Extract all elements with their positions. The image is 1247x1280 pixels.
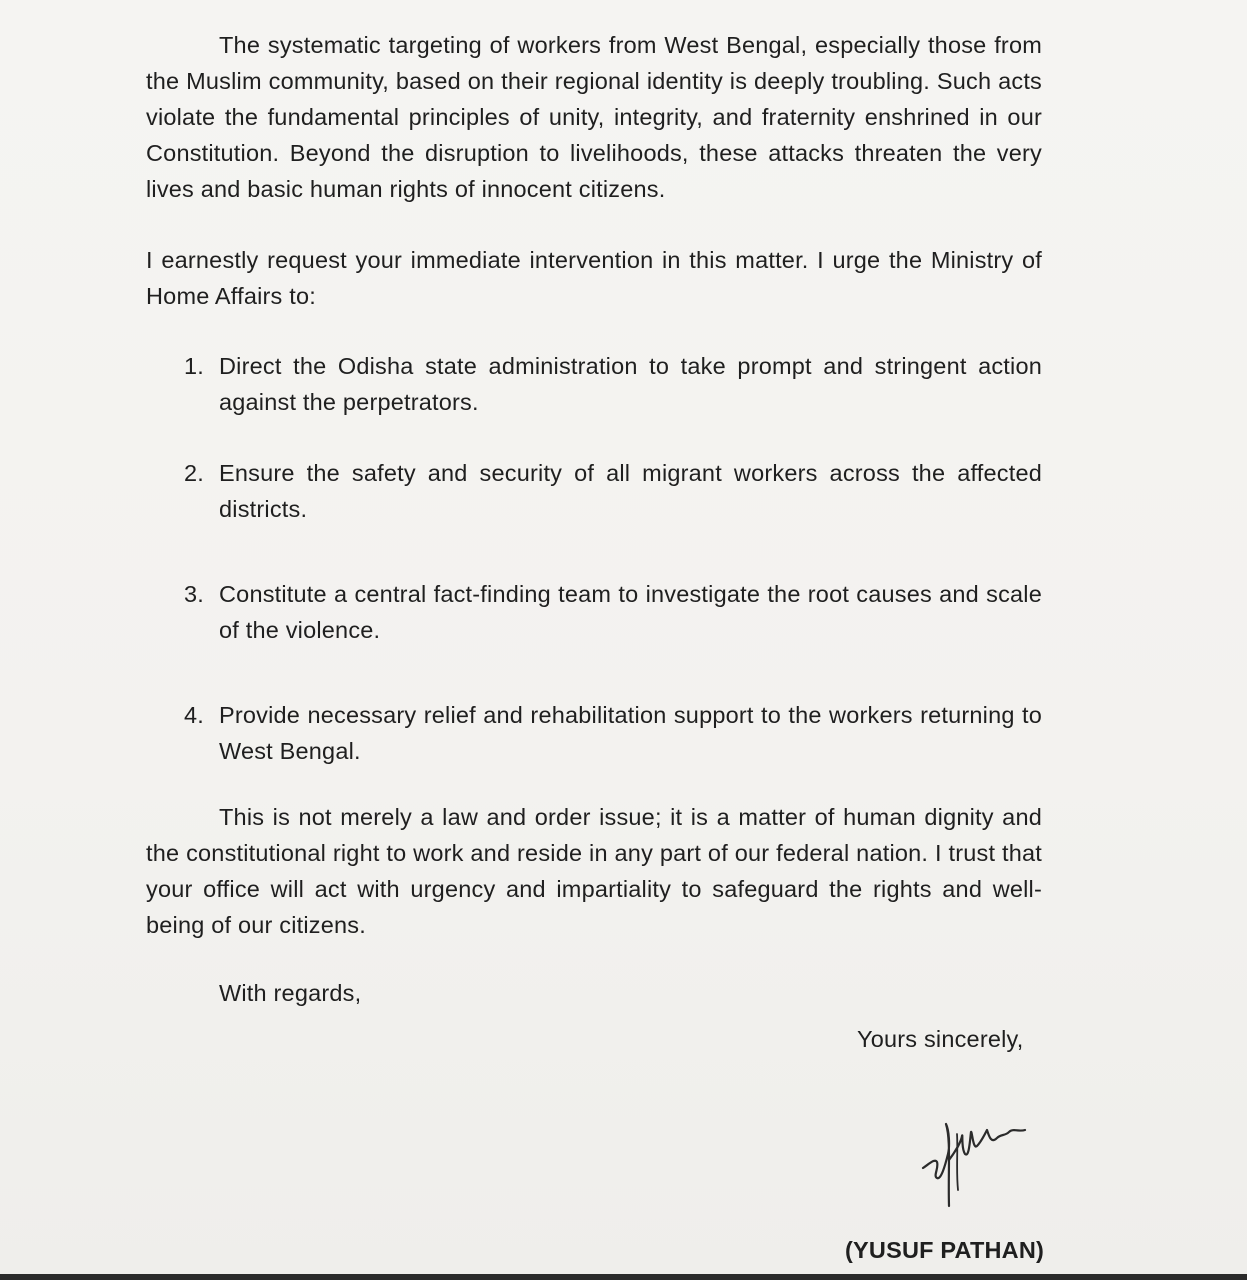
scan-bottom-edge <box>0 1274 1247 1280</box>
request-number: 3. <box>184 581 204 607</box>
closing-regards: With regards, <box>219 980 362 1006</box>
request-item-4 <box>184 697 1042 769</box>
request-text: Direct the Odisha state administration to take prompt and stringent action against the perpetrators. <box>219 353 1042 415</box>
signatory-name: (YUSUF PATHAN) <box>845 1237 1045 1263</box>
request-item-3 <box>184 576 1042 648</box>
request-number: 1. <box>184 353 204 379</box>
request-number: 2. <box>184 460 204 486</box>
paragraph-human-dignity: This is not merely a law and order issue; it is a matter of human dignity and the constitutional right to work and reside in any part of our federal nation. I trust that your office will act with urgency and impartiality to safeguard the rights and well-being of our citizens. <box>146 804 1042 938</box>
closing-sincerely: Yours sincerely, <box>857 1026 1024 1052</box>
request-text: Provide necessary relief and rehabilitation support to the workers returning to West Bengal. <box>219 702 1042 764</box>
request-text: Constitute a central fact-finding team to investigate the root causes and scale of the violence. <box>219 581 1042 643</box>
request-text: Ensure the safety and security of all migrant workers across the affected districts. <box>219 460 1042 522</box>
request-item-1 <box>184 348 1042 420</box>
handwritten-signature <box>915 1110 1045 1230</box>
request-item-2 <box>184 455 1042 527</box>
paragraph-targeting-concern: The systematic targeting of workers from West Bengal, especially those from the Muslim community, based on their regional identity is deeply troubling. Such acts violate the fundamental principles of unity, integrity, and fraternity enshrined in our Constitution. Beyond the disruption to livelihoods, these attacks threaten the very lives and basic human rights of innocent citizens. <box>146 32 1042 202</box>
paragraph-request-intervention: I earnestly request your immediate intervention in this matter. I urge the Ministry of Home Affairs to: <box>146 247 1042 309</box>
request-number: 4. <box>184 702 204 728</box>
